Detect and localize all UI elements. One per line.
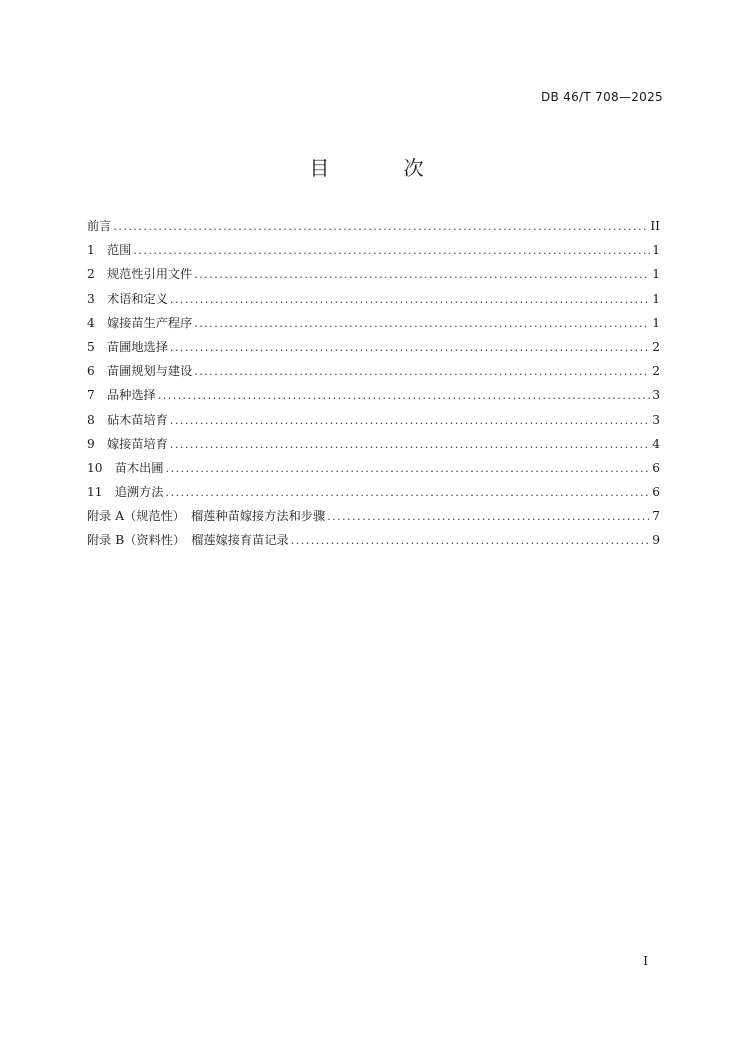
toc-entry-page: 1 (652, 291, 660, 306)
toc-entry-appendix-a[interactable] (87, 504, 660, 528)
toc-entry-production-procedure[interactable] (87, 311, 660, 335)
toc-entry-appendix-b[interactable] (87, 528, 660, 552)
toc-entry-terms-definitions[interactable] (87, 287, 660, 311)
toc-entry-label: 9 嫁接苗培育 (87, 436, 168, 451)
toc-dot-leader (170, 433, 650, 457)
toc-entry-label: 6 苗圃规划与建设 (87, 364, 193, 379)
toc-entry-label: 4 嫁接苗生产程序 (87, 315, 193, 330)
toc-dot-leader (194, 312, 650, 336)
toc-entry-label: 前言 (87, 219, 112, 233)
toc-entry-label: 2 规范性引用文件 (87, 267, 193, 282)
toc-entry-scope[interactable] (87, 238, 660, 262)
toc-entry-page: 6 (652, 460, 660, 475)
toc-dot-leader (194, 263, 650, 287)
toc-entry-label: 7 品种选择 (87, 388, 156, 403)
toc-dot-leader (165, 481, 650, 505)
toc-entry-page: 1 (652, 267, 660, 282)
toc-entry-rootstock-cultivation[interactable] (87, 408, 660, 432)
toc-entry-page: II (650, 219, 660, 233)
toc-entry-label: 1 范围 (87, 243, 132, 258)
toc-entry-page: 1 (652, 315, 660, 330)
toc-entry-foreword[interactable] (87, 214, 660, 238)
document-code: DB 46/T 708—2025 (541, 90, 663, 104)
toc-entry-nursery-planning[interactable] (87, 359, 660, 383)
toc-entry-page: 3 (652, 388, 660, 403)
toc-entry-grafted-seedling-cultivation[interactable] (87, 432, 660, 456)
toc-dot-leader (291, 529, 650, 553)
toc-entry-label: 8 砧木苗培育 (87, 412, 168, 427)
toc-dot-leader (170, 288, 650, 312)
toc-entry-label: 11 追溯方法 (87, 485, 164, 500)
page-number: I (643, 954, 648, 968)
toc-entry-label: 附录 B（资料性） 榴莲嫁接育苗记录 (87, 533, 289, 548)
toc-dot-leader (158, 384, 650, 408)
toc-entry-label: 附录 A（规范性） 榴莲种苗嫁接方法和步骤 (87, 509, 326, 524)
toc-dot-leader (113, 215, 648, 239)
toc-entry-traceability-method[interactable] (87, 480, 660, 504)
toc-entry-page: 9 (652, 533, 660, 548)
toc-entry-normative-references[interactable] (87, 262, 660, 286)
toc-entry-page: 1 (652, 243, 660, 258)
toc-entry-label: 3 术语和定义 (87, 291, 168, 306)
toc-entry-page: 4 (652, 436, 660, 451)
toc-entry-seedling-release[interactable] (87, 456, 660, 480)
toc-entry-page: 2 (652, 364, 660, 379)
toc-dot-leader (165, 457, 650, 481)
toc-dot-leader (170, 336, 650, 360)
toc-entry-label: 10 苗木出圃 (87, 460, 164, 475)
toc-entry-label: 5 苗圃地选择 (87, 339, 168, 354)
toc-entry-nursery-site-selection[interactable] (87, 335, 660, 359)
page-title: 目 次 (309, 156, 458, 180)
toc-dot-leader (133, 239, 650, 263)
toc-entry-page: 7 (652, 509, 660, 524)
toc-dot-leader (327, 505, 650, 529)
toc-entry-page: 6 (652, 485, 660, 500)
toc-entry-variety-selection[interactable] (87, 383, 660, 407)
toc-entry-page: 2 (652, 339, 660, 354)
table-of-contents (87, 214, 660, 553)
toc-dot-leader (194, 360, 650, 384)
toc-dot-leader (170, 409, 650, 433)
toc-entry-page: 3 (652, 412, 660, 427)
